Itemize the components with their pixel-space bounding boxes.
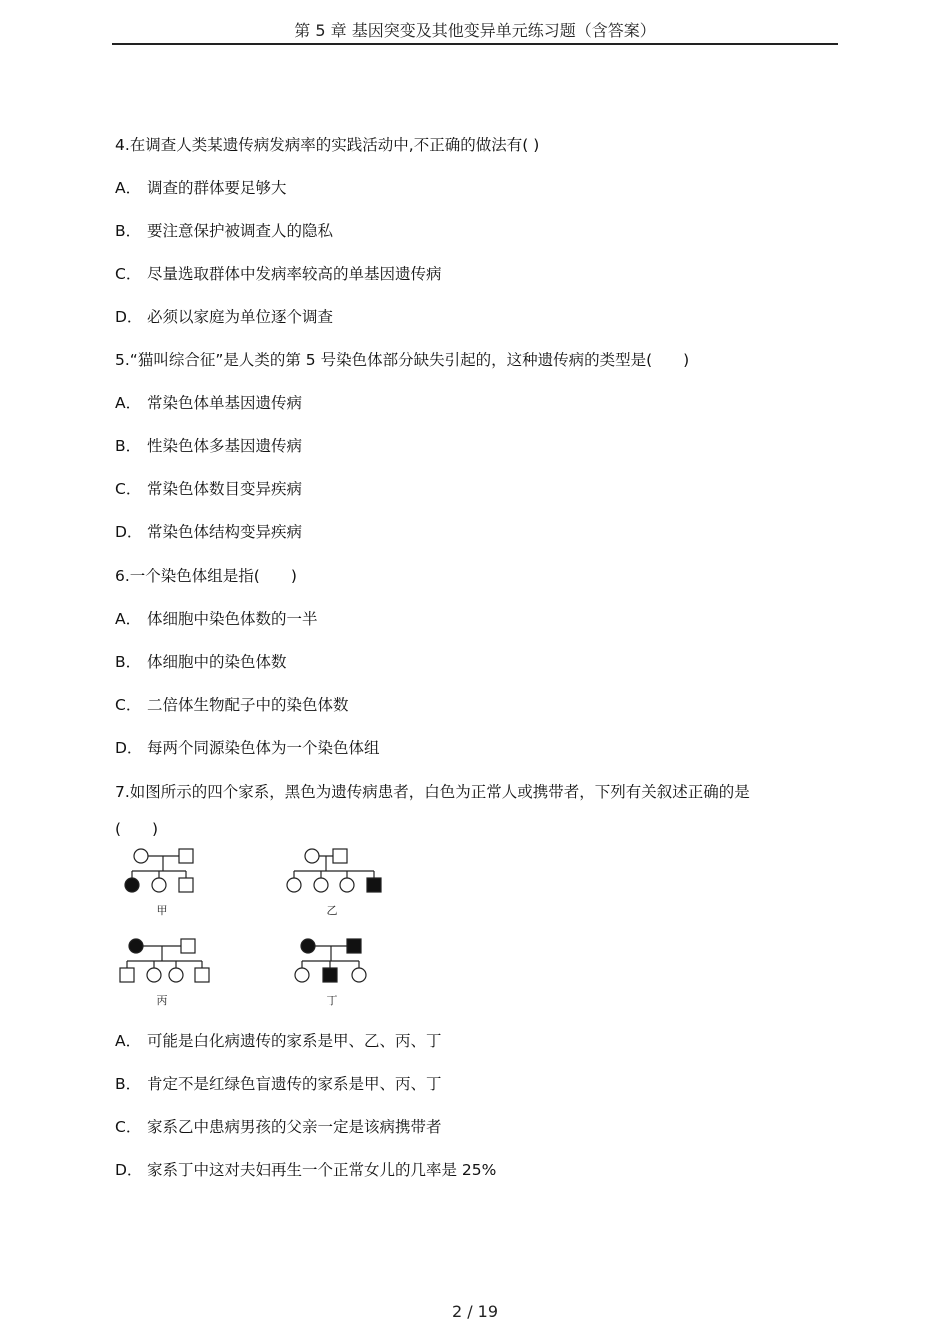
question-5-stem: 5.“猫叫综合征”是人类的第 5 号染色体部分缺失引起的，这种遗传病的类型是( ) (115, 351, 690, 369)
father-unaffected (181, 939, 195, 953)
question-6-option-c (115, 695, 349, 715)
mother-unaffected (305, 849, 319, 863)
option-letter: C． (115, 265, 142, 283)
daughter-affected (125, 878, 139, 892)
option-text: 体细胞中的染色体数 (147, 653, 287, 671)
daughter-unaffected (340, 878, 354, 892)
question-7-stem-continued: ( ) (115, 820, 159, 838)
question-5-option-d (115, 522, 302, 542)
option-text: 必须以家庭为单位逐个调查 (147, 308, 334, 326)
option-text: 每两个同源染色体为一个染色体组 (147, 739, 380, 757)
question-6-option-b (115, 652, 287, 672)
pedigree-bing (120, 939, 209, 982)
pedigree-figure (112, 840, 382, 1016)
father-unaffected (179, 849, 193, 863)
pedigree-yi (287, 849, 381, 892)
father-unaffected (333, 849, 347, 863)
option-letter: A． (115, 1032, 142, 1050)
option-letter: B． (115, 653, 142, 671)
daughter-unaffected (147, 968, 161, 982)
option-text: 常染色体结构变异疾病 (147, 523, 303, 541)
option-letter: B． (115, 1075, 142, 1093)
pedigree-label-bing: 丙 (156, 994, 168, 1007)
question-7-option-b (115, 1074, 442, 1094)
option-letter: A． (115, 394, 142, 412)
question-6-option-d (115, 738, 380, 758)
option-text: 肯定不是红绿色盲遗传的家系是甲、丙、丁 (147, 1075, 442, 1093)
option-text: 常染色体单基因遗传病 (147, 394, 303, 412)
question-4-option-a (115, 178, 287, 198)
option-text: 可能是白化病遗传的家系是甲、乙、丙、丁 (147, 1032, 442, 1050)
option-letter: B． (115, 222, 142, 240)
daughter-unaffected (169, 968, 183, 982)
pedigree-label-yi: 乙 (326, 904, 338, 917)
question-4-option-b (115, 221, 333, 241)
question-5-option-a (115, 393, 302, 413)
question-5-option-c (115, 479, 302, 499)
header-divider (112, 43, 838, 45)
daughter-unaffected (287, 878, 301, 892)
option-letter: C． (115, 1118, 142, 1136)
option-letter: A． (115, 179, 142, 197)
father-affected (347, 939, 361, 953)
son-unaffected (195, 968, 209, 982)
pedigree-ding (295, 939, 366, 982)
mother-affected (129, 939, 143, 953)
pedigree-jia (125, 849, 193, 892)
daughter-unaffected (352, 968, 366, 982)
daughter-unaffected (295, 968, 309, 982)
son-unaffected (179, 878, 193, 892)
question-6-option-a (115, 609, 318, 629)
option-text: 调查的群体要足够大 (147, 179, 287, 197)
option-letter: D． (115, 523, 143, 541)
option-letter: C． (115, 480, 142, 498)
option-letter: D． (115, 1161, 143, 1179)
option-text: 性染色体多基因遗传病 (147, 437, 303, 455)
question-5-option-b (115, 436, 302, 456)
option-text: 家系乙中患病男孩的父亲一定是该病携带者 (147, 1118, 442, 1136)
son-unaffected (120, 968, 134, 982)
question-4-option-d (115, 307, 333, 327)
option-text: 尽量选取群体中发病率较高的单基因遗传病 (147, 265, 442, 283)
question-4-option-c (115, 264, 442, 284)
son-affected (323, 968, 337, 982)
daughter-unaffected (152, 878, 166, 892)
mother-affected (301, 939, 315, 953)
page-number: 2 / 19 (451, 1302, 499, 1321)
option-text: 家系丁中这对夫妇再生一个正常女儿的几率是 25% (147, 1161, 497, 1179)
son-affected (367, 878, 381, 892)
option-letter: D． (115, 308, 143, 326)
page-header-title: 第 5 章 基因突变及其他变异单元练习题（含答案） (294, 21, 656, 40)
option-text: 体细胞中染色体数的一半 (147, 610, 318, 628)
daughter-unaffected (314, 878, 328, 892)
option-text: 要注意保护被调查人的隐私 (147, 222, 334, 240)
mother-unaffected (134, 849, 148, 863)
question-4-stem: 4.在调查人类某遗传病发病率的实践活动中,不正确的做法有( ) (115, 136, 540, 154)
pedigree-label-ding: 丁 (326, 994, 338, 1007)
question-7-option-a (115, 1031, 442, 1051)
question-6-stem: 6.一个染色体组是指( ) (115, 567, 297, 585)
question-7-option-c (115, 1117, 442, 1137)
option-letter: B． (115, 437, 142, 455)
option-letter: C． (115, 696, 142, 714)
question-7-stem: 7.如图所示的四个家系，黑色为遗传病患者，白色为正常人或携带者，下列有关叙述正确的是 (115, 783, 750, 801)
question-7-option-d (115, 1160, 496, 1180)
option-letter: D． (115, 739, 143, 757)
option-letter: A． (115, 610, 142, 628)
option-text: 二倍体生物配子中的染色体数 (147, 696, 349, 714)
option-text: 常染色体数目变异疾病 (147, 480, 303, 498)
pedigree-label-jia: 甲 (156, 904, 168, 917)
